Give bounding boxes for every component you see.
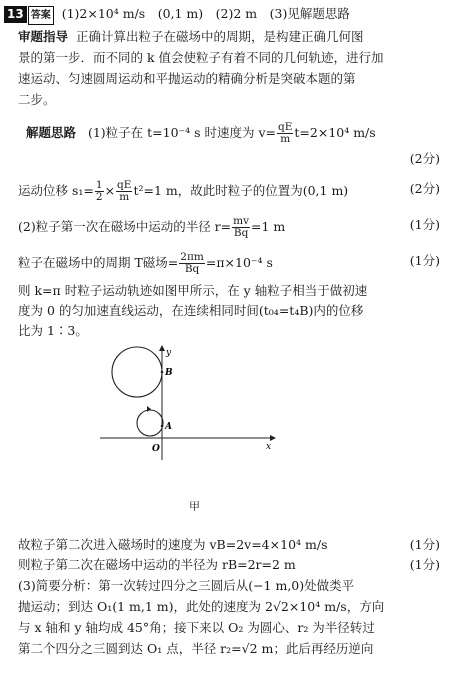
fraction-qE-m: $\frac{qE}{m}$ (278, 121, 293, 145)
solution-label: 解题思路 (26, 125, 77, 140)
question-number-badge: 13 (4, 6, 27, 23)
solution-line-5: 则 k=π 时粒子运动轨迹如图甲所示，在 y 轴粒子相当于做初速 (18, 283, 368, 298)
point-b-label: B (165, 368, 173, 378)
small-circle-trajectory (137, 410, 163, 436)
solution-line-4: 粒子在磁场中的周期 T磁场= $\frac{2\pi m}{Bq}$ =π×10⁻⁴ s (1分) (18, 251, 440, 275)
solution-text-1: (1)粒子在 t=10⁻⁴ s 时速度为 v= (87, 125, 276, 140)
point-a-label: A (165, 422, 172, 432)
answer-badge: 答案 (28, 6, 54, 25)
point-a (161, 425, 164, 428)
after-line-4: 抛运动；到达 O₁(1 m,1 m)，此处的速度为 2√2×10⁴ m/s，方向 (18, 599, 385, 614)
point-b (161, 371, 164, 374)
solution-line-6: 度为 0 的匀加速直线运动，在连续相同时间(t₀₄=t₄B)内的位移 (18, 303, 364, 318)
guide-line-2: 景的第一步．而不同的 k 值会使粒子有着不同的几何轨迹，进行加 (18, 50, 384, 65)
solution-line-2: 运动位移 s₁= $\frac{1}{2}$ × $\frac{qE}{m}$ t²=1 m，故此时粒子的位置为(0,1 m) (2分) (18, 179, 440, 203)
y-axis-label: y (166, 348, 172, 358)
guide-line-1 (18, 28, 363, 45)
after-line-2: 则粒子第二次在磁场中运动的半径为 rB=2r=2 m (1分) (18, 557, 440, 572)
x-axis-arrow (270, 435, 276, 441)
guide-text-1: 正确计算出粒子在磁场中的周期，是构建正确几何图 (75, 29, 364, 44)
guide-line-4: 二步。 (18, 92, 56, 107)
trajectory-figure (90, 345, 290, 465)
after-line-3: (3)简要分析：第一次转过四分之三圆后从(−1 m,0)处做类平 (18, 578, 355, 593)
after-line-5: 与 x 轴和 y 轴均成 45°角；接下来以 O₂ 为圆心、r₂ 为半径转过 (18, 620, 375, 635)
solution-text-1b: t=2×10⁴ m/s (294, 125, 376, 140)
after-line-6: 第二个四分之三圆到达 O₁ 点，半径 r₂=√2 m；此后再经历逆向 (18, 641, 374, 656)
y-axis-arrow (159, 345, 165, 351)
solution-line-3: (2)粒子第一次在磁场中运动的半径 r= $\frac{mv}{Bq}$ =1 m (1分) (18, 215, 440, 239)
answer-text: (1)2×10⁴ m/s (0,1 m) (2)2 m (3)见解题思路 (61, 6, 350, 21)
answer-header (4, 5, 350, 25)
after-line-1: 故粒子第二次进入磁场时的速度为 vB=2v=4×10⁴ m/s (1分) (18, 537, 440, 552)
guide-line-3: 速运动、匀速圆周运动和平抛运动的精确分析是突破本题的第 (18, 71, 356, 86)
x-axis-label: x (266, 442, 272, 452)
solution-line-1 (26, 122, 376, 145)
guide-label: 审题指导 (18, 29, 69, 44)
large-circle-trajectory (112, 347, 162, 397)
figure-caption: 甲 (189, 500, 200, 513)
solution-line-7: 比为 1∶3。 (18, 323, 88, 338)
small-circle-direction-arrow (147, 406, 151, 412)
origin-label: O (152, 444, 160, 454)
